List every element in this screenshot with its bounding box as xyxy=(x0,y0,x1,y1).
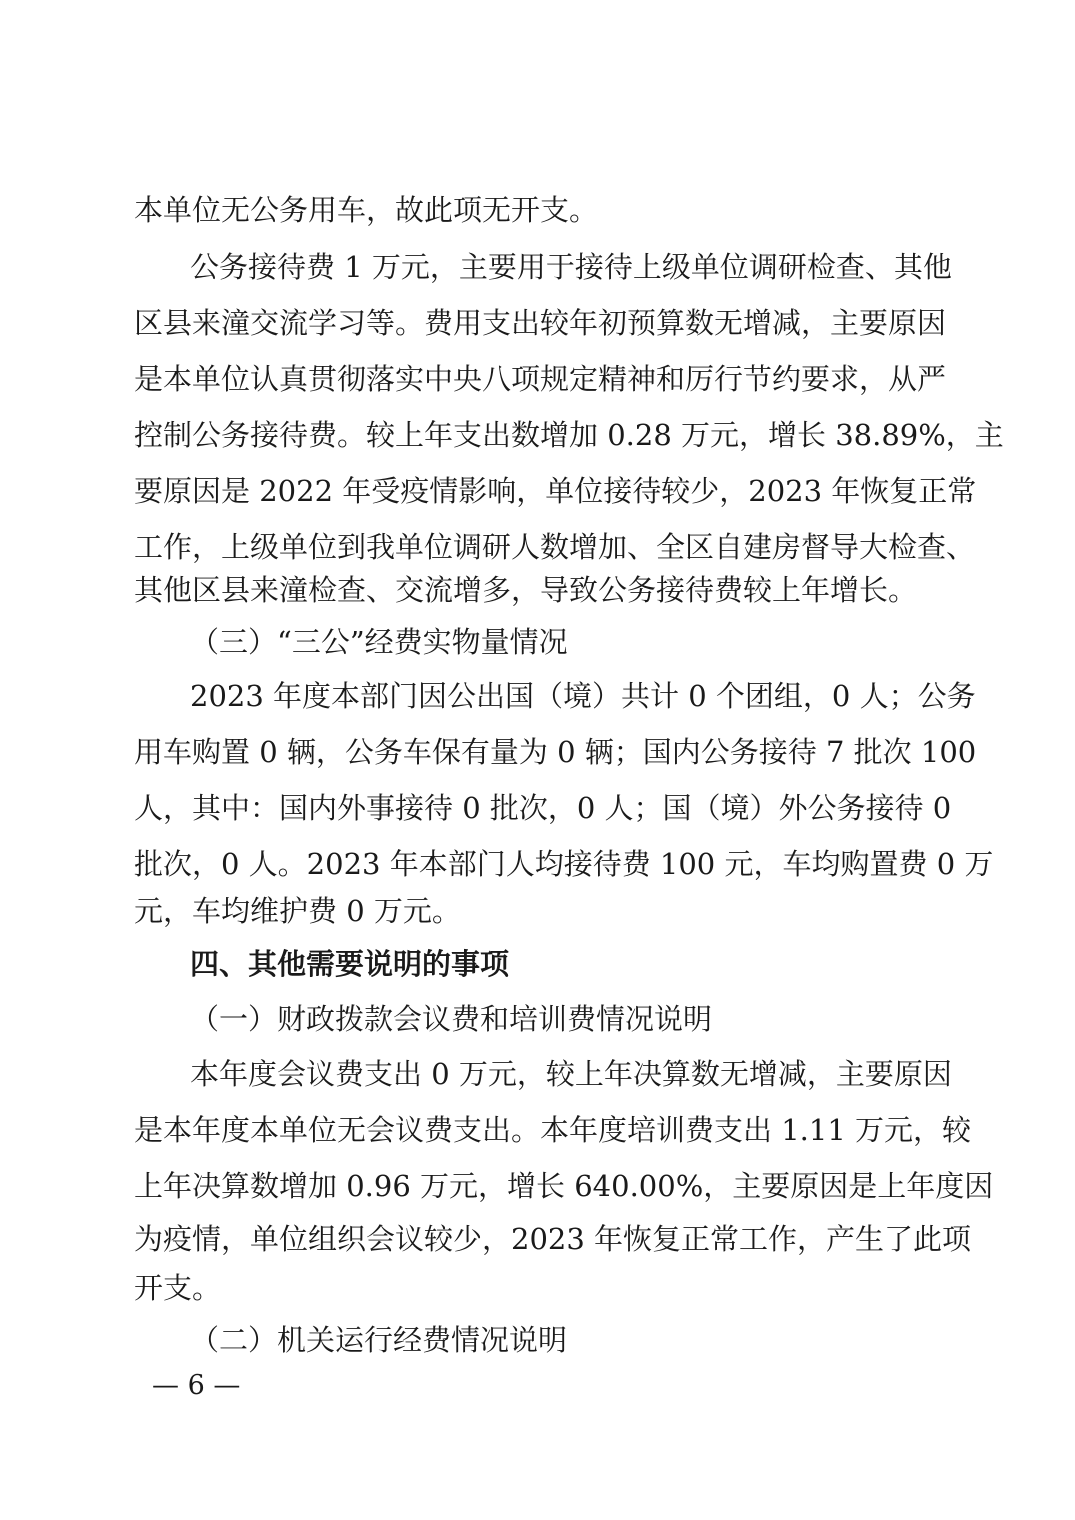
paragraph-line: 区县来潼交流学习等。费用支出较年初预算数无增减，主要原因 xyxy=(134,306,947,340)
paragraph-line: 本单位无公务用车，故此项无开支。 xyxy=(134,193,599,227)
paragraph-line: 元，车均维护费 0 万元。 xyxy=(134,894,461,928)
paragraph-line: 本年度会议费支出 0 万元，较上年决算数无增减，主要原因 xyxy=(190,1057,952,1091)
paragraph-line: 2023 年度本部门因公出国（境）共计 0 个团组，0 人；公务 xyxy=(190,679,976,713)
paragraph-line: 工作，上级单位到我单位调研人数增加、全区自建房督导大检查、 xyxy=(134,530,976,564)
paragraph-line: 其他区县来潼检查、交流增多，导致公务接待费较上年增长。 xyxy=(134,573,918,607)
paragraph-line: 用车购置 0 辆，公务车保有量为 0 辆；国内公务接待 7 批次 100 xyxy=(134,735,977,769)
page-number: — 6 — xyxy=(152,1370,241,1401)
section-heading-sangong: （三）“三公”经费实物量情况 xyxy=(190,625,568,659)
paragraph-line: 上年决算数增加 0.96 万元，增长 640.00%，主要原因是上年度因 xyxy=(134,1169,994,1203)
paragraph-line: 是本单位认真贯彻落实中央八项规定精神和厉行节约要求，从严 xyxy=(134,362,947,396)
paragraph-line: 是本年度本单位无会议费支出。本年度培训费支出 1.11 万元，较 xyxy=(134,1113,972,1147)
section-heading-meeting: （一）财政拨款会议费和培训费情况说明 xyxy=(190,1002,713,1036)
section-heading-operation: （二）机关运行经费情况说明 xyxy=(190,1323,568,1357)
paragraph-line: 人，其中：国内外事接待 0 批次，0 人；国（境）外公务接待 0 xyxy=(134,791,952,825)
paragraph-line: 开支。 xyxy=(134,1271,222,1305)
paragraph-line: 要原因是 2022 年受疫情影响，单位接待较少，2023 年恢复正常 xyxy=(134,474,977,508)
section-heading-4: 四、其他需要说明的事项 xyxy=(190,947,510,981)
paragraph-line: 公务接待费 1 万元，主要用于接待上级单位调研检查、其他 xyxy=(190,250,952,284)
paragraph-line: 批次，0 人。2023 年本部门人均接待费 100 元，车均购置费 0 万 xyxy=(134,847,994,881)
paragraph-line: 为疫情，单位组织会议较少，2023 年恢复正常工作，产生了此项 xyxy=(134,1222,972,1256)
paragraph-line: 控制公务接待费。较上年支出数增加 0.28 万元，增长 38.89%，主 xyxy=(134,418,1004,452)
